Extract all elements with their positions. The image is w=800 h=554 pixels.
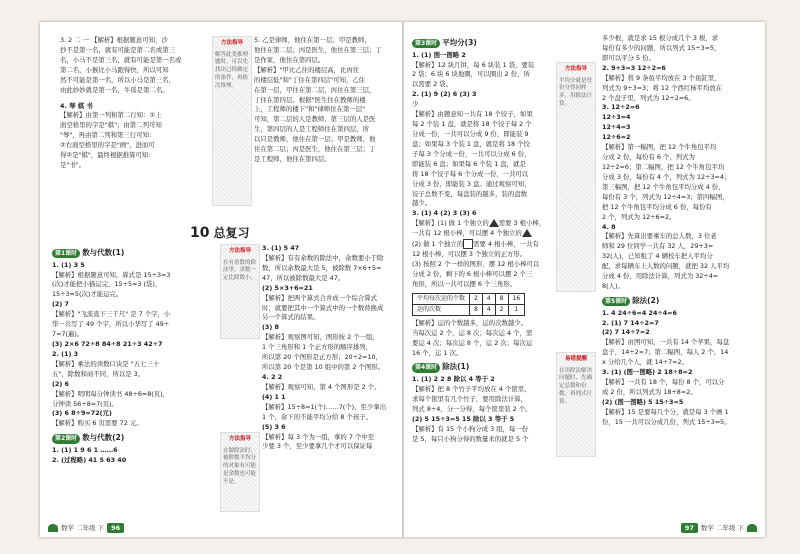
text-line: (4) 1 1 xyxy=(262,392,286,401)
unit-title xyxy=(190,223,250,245)
lesson-title: 数与代数(1) xyxy=(82,248,125,257)
text-line: 第三幅图，把 12 个牛角包平均分成 4 份， xyxy=(602,182,725,191)
book-logo-icon xyxy=(48,524,58,532)
text-line: 【解析】由第一列和第二行知：①上 xyxy=(60,111,162,120)
text-line: 【解析】有有余数的除法中，余数要小于除 xyxy=(262,253,384,262)
text-line: 7=7(遍)。 xyxy=(52,330,84,339)
text-line: 【解析】购买 6 页需要 72 元。 xyxy=(52,419,143,428)
book-spread xyxy=(40,22,765,537)
text-line: 所以第 20 个是第 10 组中的第 2 个图形。 xyxy=(262,363,384,372)
text-line: 盘；如果每 3 个装 1 盘，就是将 18 个饺 xyxy=(412,139,530,148)
text-line: 2. (过程略) 41 5 63 40 xyxy=(52,455,127,464)
text-line: 少 xyxy=(412,100,419,109)
text-line: 即可以平分 5 份。 xyxy=(602,53,655,62)
tip-text: 在做除法时，被除数平均分的对象有可能是余数也可能不是。 xyxy=(223,447,257,486)
tip-sidebar xyxy=(212,36,252,206)
text-fragment: 需要 3 根小棒， xyxy=(498,219,546,228)
text-line: 另一个算式的结果。 xyxy=(262,313,320,322)
triangle-icon xyxy=(489,219,499,227)
square-icon xyxy=(463,239,473,249)
text-fragment: (2) 做 1 个独立的 xyxy=(412,240,464,249)
text-line: 2 个，列式为 12÷6=2。 xyxy=(602,212,676,221)
text-fragment: 需要 4 根小棒，一共有 xyxy=(473,240,539,249)
text-line: 角形，所以一共可以摆 6 个三角形。 xyxy=(412,279,516,288)
lesson-title: 除法(1) xyxy=(442,362,470,372)
tip-tag: 方法指导 xyxy=(564,66,587,72)
text-fragment: 一共有 12 根小棒，可以摆 4 个独立的 xyxy=(412,229,522,238)
text-line: 华一共写了 49 个字，所以小华写了 49÷ xyxy=(52,320,170,329)
text-line: 然不可能是第一名，所以小马是第三名， xyxy=(60,75,176,84)
text-line: 生，第四层的人是工程师住在第四层，所 xyxy=(254,125,370,134)
text-line: 32(人)，已知租了 4 辆校车把人平均分 xyxy=(602,252,713,261)
unit-number: 10 xyxy=(190,225,210,241)
text-line xyxy=(412,229,554,239)
text-line: 【解析】第一幅图，把 12 个牛角包平均 xyxy=(602,143,717,152)
text-line: 住在第二层；丙是医生，他住在第三层；丁 xyxy=(254,145,376,154)
tip-tag: 方法指导 xyxy=(228,436,251,442)
footer-label: 数学 二年级 下 xyxy=(61,523,105,532)
text-line: 【解析】根据题意可知，算式是 15÷3=3 xyxy=(52,270,171,279)
text-line: 【解析】运的个数越多，运的次数越少。 xyxy=(412,318,528,327)
text-line: (2) 5 15÷3=5 15 除以 3 等于 5 xyxy=(412,414,515,423)
text-line: 【解析】明明每分钟读书 48÷6=8(页)， xyxy=(52,389,170,398)
text-line: 是工程师，他住在第四层。 xyxy=(254,155,331,164)
text-line: (3) 2×6 72÷8 84÷8 21÷3 42÷7 xyxy=(52,340,163,348)
lesson-number: 第4课时 xyxy=(412,363,440,372)
page-number: 97 xyxy=(681,523,698,533)
text-line: 师和 29 位同学一共有 32 人，29+3= xyxy=(602,242,714,251)
text-line: 12 根小棒，可以摆 3 个独立的正方形。 xyxy=(412,250,527,259)
left-col2-top xyxy=(254,36,399,165)
text-line: 3. 12÷2=6 xyxy=(602,103,640,112)
text-line: 丁住在第四层。根据"医生住在教师的楼 xyxy=(254,95,366,104)
text-line: 分成 2 份，每份有 6 个，列式为 xyxy=(602,153,695,162)
unit-title-text: 总复习 xyxy=(213,226,250,240)
table-row-label: 平均每次运的个数 xyxy=(413,293,470,304)
text-line: 配，求每辆车上人数的问题，就把 32 人平均 xyxy=(602,262,730,271)
page-number: 96 xyxy=(107,523,124,533)
text-line: 是"书"。 xyxy=(60,161,86,170)
text-line: 在第一层，甲住在第二层，丙住在第三层， xyxy=(254,85,376,94)
lesson-number: 第3课时 xyxy=(412,39,440,48)
text-line: 把 12 个牛角包平均分成 6 份，每份有 xyxy=(602,202,712,211)
table-cell: 16 xyxy=(508,293,525,304)
lesson-heading xyxy=(412,361,554,373)
text-line: 3. (1) 5 47 xyxy=(262,244,300,252)
book-spine xyxy=(402,22,404,537)
text-line: 【解析】把 8 个竹子平均放在 4 个筐里， xyxy=(412,384,531,393)
text-line: 将 18 个饺子每 6 个分成一份，一共可以 xyxy=(412,169,529,178)
text-line: 1. (1) 2 2 8 除以 4 等于 2 xyxy=(412,375,495,384)
text-line: 每 2 个装 1 盘，就是将 18 个饺子每 2 个 xyxy=(412,120,532,129)
table-cell: 4 xyxy=(482,304,495,315)
text-line: 分成 3 份，每份有 4 个，列式为 12÷3=4； xyxy=(602,172,731,181)
text-line: 【解析】15 是要每几个分，就是每 3 个画 1 xyxy=(602,407,729,416)
text-fragment: 【解析】(1) 做 1 个独立的 xyxy=(412,219,489,228)
text-line: 由此妙妙就是第一名，牛瑶是第二名。 xyxy=(60,85,169,94)
lesson-title: 数与代数(2) xyxy=(82,433,125,443)
lesson-number: 第1课时 xyxy=(52,249,80,258)
text-line: 【解析】有 15 个小狗分成 3 组，每一份 xyxy=(412,424,529,433)
text-line: 即能装 6 盘；如果每 6 个装 1 盘，就是 xyxy=(412,159,526,168)
text-line: (2) 7 xyxy=(52,300,69,309)
text-line: 求每个筐里有几个竹子，要用除法计算， xyxy=(412,394,528,403)
text-line: 3. 2 二 一 【解析】根据题意可知，沙 xyxy=(60,36,168,44)
text-line: 每份有多少的问题，所以列式 15÷3=5， xyxy=(602,43,721,52)
text-line: 12÷6=2 xyxy=(602,133,631,142)
text-line: 要运 4 次；每次运 8 个，运 2 次；每次运 xyxy=(412,338,533,347)
left-footer xyxy=(48,523,124,533)
tip-text: 在用除法解决问题时，先确定总数和份数，再列式计算。 xyxy=(559,367,593,406)
text-line: (2) 7 14÷7=2 xyxy=(602,328,650,337)
book-logo-icon xyxy=(747,524,757,532)
text-line: 16 个，运 1 次。 xyxy=(412,348,463,357)
right-col2 xyxy=(602,34,760,428)
table-cell: 8 xyxy=(495,293,508,304)
text-line: 多少根，就是求 15 根分成几个 3 根，求 xyxy=(602,34,719,42)
table-row xyxy=(413,304,525,315)
text-line: 上，工程师的楼下"和"律师住在第一层" xyxy=(254,105,366,114)
text-line: 饺子总数不变，每盘装的越多，装的盘数 xyxy=(412,189,528,198)
text-line: (3) 按照 2 个一样的图形，摆 12 根小棒可以 xyxy=(412,259,540,268)
text-line: 1. (1) 1 9 6 1 ……6 xyxy=(52,445,118,454)
tip-tag: 易错提醒 xyxy=(564,356,587,362)
text-line: 是 5，每只小狗分得的数量来的就是 5 个 xyxy=(412,434,529,443)
text-line: 分钟读 56÷8=7(页)。 xyxy=(52,399,118,408)
triangle-icon xyxy=(522,229,532,237)
text-line: 第二名，小猴比小马跑得快，所以可知 xyxy=(60,65,169,74)
text-line: (5) 3 6 xyxy=(262,422,286,431)
text-line: 分成一份，一共可以分成 9 份，即能装 9 xyxy=(412,130,529,138)
tip-sidebar xyxy=(556,352,596,457)
text-line: 2 个盘子里，列式为 12÷2=6。 xyxy=(602,93,695,102)
text-line: 【解析】把两个算式合并成一个综合算式 xyxy=(262,293,378,302)
lesson-number: 第2课时 xyxy=(52,434,80,443)
text-line: 列式 8÷4，分一分得，每个筐里装 2 个。 xyxy=(412,404,532,413)
answer-table xyxy=(412,293,525,316)
table-cell: 8 xyxy=(470,304,483,315)
text-line: 【解析】将 9 条鱼平均放在 3 个鱼缸里， xyxy=(602,73,721,82)
lesson-heading xyxy=(52,247,217,259)
text-line: "琴"，再由第二列和第三行可知： xyxy=(60,131,156,140)
text-line: 【解析】由题意知一共有 18 个饺子，如果 xyxy=(412,110,533,119)
text-line xyxy=(412,219,554,229)
text-line: 得②是"棋"，最终根据推算可知： xyxy=(60,151,155,160)
text-line: 2. 9+3=3 12÷2=6 xyxy=(602,63,666,72)
text-line: 2. (1) 7 14÷2=7 xyxy=(602,318,659,327)
text-line: 每份有 3 个，列式为 12÷4=3；第四幅图， xyxy=(602,192,729,201)
tip-sidebar xyxy=(556,62,596,292)
text-line: 时，就要把其中一个算式中的一个数替换成 xyxy=(262,303,384,312)
table-cell: 2 xyxy=(495,304,508,315)
lesson-heading xyxy=(52,432,217,444)
text-line: 3. (1) (图一图略) 2 18÷8=2 xyxy=(602,368,693,377)
text-line: 他住在第二层；丙是医生，他住在第三层；丁 xyxy=(254,45,382,54)
right-footer xyxy=(681,523,757,533)
text-line: 【解析】乘法的读数口诀是 "五七三十 xyxy=(52,359,160,368)
text-line: 子每 3 个分成一份，一共可以分成 6 份， xyxy=(412,149,531,158)
text-line: 12÷3=4 xyxy=(602,113,631,122)
text-line: 是作家，他住在第四层。 xyxy=(254,55,325,64)
text-line: 分成 4 份，用除法计算，列式为 32÷4= xyxy=(602,272,719,281)
text-line: 面空格里的字是"棋"；由第二列可知 xyxy=(60,121,162,130)
text-line: 5. 乙是律师，他住在第一层；甲是教师， xyxy=(254,36,371,44)
text-line: 1. 4 24÷6=4 24÷4=6 xyxy=(602,308,677,317)
text-line: (2) (图一图略) 5 15÷3=5 xyxy=(602,397,684,406)
text-line: 12÷4=3 xyxy=(602,123,631,132)
text-line: ⅹ 分给几个人，就 14÷7=2。 xyxy=(602,358,688,367)
text-line: 1. (1) 图一图略 2 xyxy=(412,50,466,59)
lesson-title: 平均分(3) xyxy=(442,38,477,47)
text-line: 【解析】"甲比乙住的楼层高，比丙住 xyxy=(254,65,360,74)
text-line: 以需要 2 袋。 xyxy=(412,80,453,89)
tip-sidebar xyxy=(220,432,260,512)
text-line: (2) 5×3+6=21 xyxy=(262,283,313,292)
text-line: 越少。 xyxy=(412,199,432,208)
text-line: 12÷2=6；第二幅图，把 12 个牛角包平均 xyxy=(602,162,725,171)
text-line: (3) 8 xyxy=(262,323,279,332)
text-line: 【解析】12 块月饼，每 6 块装 1 袋，要装 xyxy=(412,60,535,69)
text-line: 【解析】一共有 18 个，每份 8 个，可以分 xyxy=(602,378,725,387)
text-line: 【解析】15÷8=1(个)……7(个)，至少拿出 xyxy=(262,402,387,411)
text-line: (3) 6 8÷9=72(元) xyxy=(52,409,112,418)
text-line xyxy=(412,239,554,250)
text-line: 2 袋；6 块 6 块地圈，可以圈出 2 份，所 xyxy=(412,70,530,79)
text-line: 2. (1) 3 xyxy=(52,349,79,358)
lesson-heading xyxy=(412,37,554,49)
text-line: ②右面空格里的字是"画"，进而可 xyxy=(60,141,155,150)
text-line: 分成 2 份，剩下的 6 根小棒可以摆 2 个三 xyxy=(412,269,533,278)
text-line: 【解析】每 3 个为一组，拿的 7 个中至 xyxy=(262,432,375,441)
text-line: 15÷3=5(次)才能运完。 xyxy=(52,290,123,299)
text-line: 4. 2 2 xyxy=(262,372,283,381)
text-line: 的楼层低"和"丁住在第四层"可知，乙住 xyxy=(254,75,366,84)
text-line: 名，小马不是第三名，就有可能是第一名或 xyxy=(60,55,182,64)
text-line: 3. (1) 4 (2) 3 (3) 6 xyxy=(412,209,477,218)
text-line: (次)才能把小猫运完，15÷5=3 (袋)， xyxy=(52,280,162,289)
text-line: 【解析】观察可知，第 4 个图形是 2 个。 xyxy=(262,382,381,391)
text-line: 盘子，14÷2=7；第二幅图，每人 2 个，14 xyxy=(602,348,729,357)
right-col1 xyxy=(412,34,554,445)
text-line: 2. (1) 9 (2) 6 (3) 3 xyxy=(412,90,477,99)
footer-label: 数学 二年级 下 xyxy=(700,523,744,532)
text-line: 【解析】由图可知，一共有 14 个苹果，每盘 xyxy=(602,338,730,347)
table-cell: 1 xyxy=(508,304,525,315)
tip-sidebar xyxy=(220,244,260,339)
text-line: 少要 3 个，至少要拿几个才可以保证每 xyxy=(262,442,373,451)
lesson-title: 除法(2) xyxy=(632,295,660,305)
text-line: 47，所以被除数最大是 47。 xyxy=(262,273,345,282)
tip-text: 解答此类推理题时，可以先找出已经确定的条件，再依次推理。 xyxy=(215,51,249,90)
text-line: 【解析】先算出要乘车的总人数，3 位老 xyxy=(602,232,717,241)
text-line: 1 个三角形和 1 个正方形的顺序排列， xyxy=(262,343,373,352)
text-line: 所以第 20 个图形是正方形；20÷2=10， xyxy=(262,353,382,362)
text-line: 份，15 一共可以分成几份，列式 15÷3=5。 xyxy=(602,417,731,426)
tip-tag: 方法指导 xyxy=(228,248,251,254)
tip-text: 平均分就是每份分得同样多，用除法计算。 xyxy=(559,77,593,108)
text-line: 8(人)。 xyxy=(602,282,624,291)
text-line: 五"，除数和商不同，所以是 3。 xyxy=(52,369,145,378)
table-cell: 4 xyxy=(482,293,495,304)
text-line: 1. (1) 3 5 xyxy=(52,260,85,269)
tip-text: 在有余数的除法里，余数一定比除数小。 xyxy=(223,259,257,282)
text-line: (2) 6 xyxy=(52,379,69,388)
left-col2-bottom xyxy=(262,244,400,452)
text-line: 分成 3 份，即能装 3 盘。通过观察可知， xyxy=(412,179,531,188)
table-cell: 2 xyxy=(470,293,483,304)
table-row-label: 运的次数 xyxy=(413,304,470,315)
text-line: 【解析】观察图可知，图形按 2 个一组， xyxy=(262,333,379,342)
lesson-heading xyxy=(602,295,760,307)
item-title: 4. 琴 棋 书 xyxy=(60,101,93,110)
lesson-number: 第5课时 xyxy=(602,297,630,306)
text-line: 数，所以余数最大是 5，被除数 7×6+5= xyxy=(262,263,382,272)
text-line: 当每次运 2 个，运 8 次；每次运 4 个，需 xyxy=(412,328,533,337)
text-line: 4. 8 xyxy=(602,222,616,231)
text-line: 抄不是第一名，就有可能是第二名或第三 xyxy=(60,45,176,54)
text-line: 列式为 9÷3=3；将 12 个西红柿平均放在 xyxy=(602,83,723,92)
text-line: 1 个，余下的不能平均分给 8 个孩子。 xyxy=(262,412,373,421)
text-line: 可知，第二层的人是教师，第三层的人是医 xyxy=(254,115,376,124)
left-col1-top xyxy=(60,36,208,171)
text-line: 成 2 份，所以列式为 18÷8=2。 xyxy=(602,387,697,396)
text-line: 【解析】"飞流直下三千尺" 是 7 个字，小 xyxy=(52,310,171,319)
text-line: 以只是教师，他住在第一层；甲是教师，他 xyxy=(254,135,376,144)
tip-tag: 方法指导 xyxy=(220,40,243,46)
left-col1-bottom xyxy=(52,244,217,466)
table-row xyxy=(413,293,525,304)
